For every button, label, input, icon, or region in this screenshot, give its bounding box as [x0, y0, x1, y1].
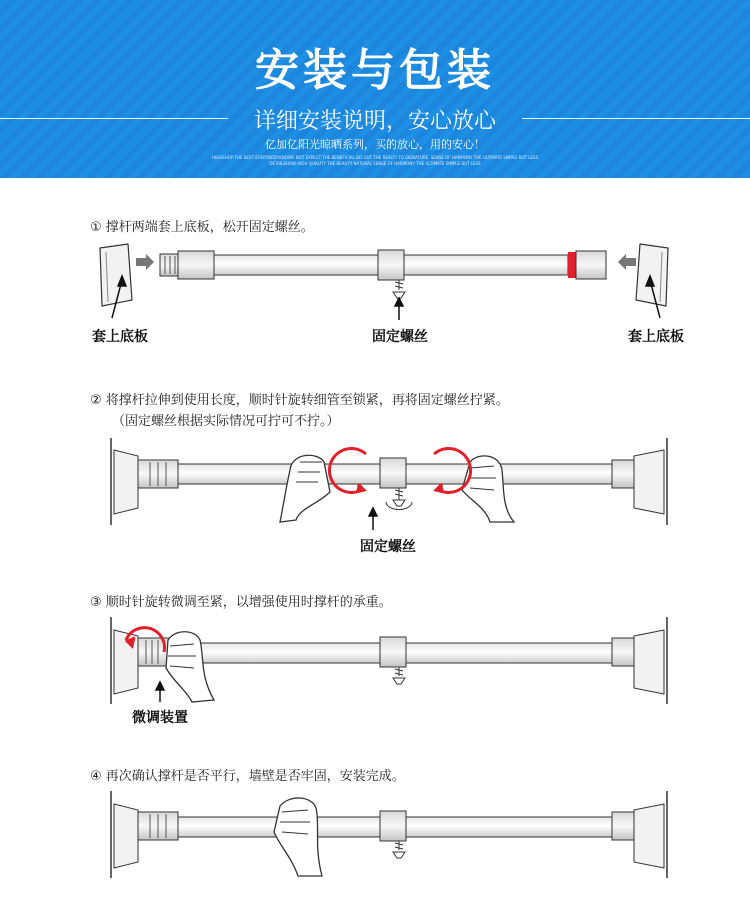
banner-fine-print-2: DETAILSHOW HIGH QUALITY THE BEAUTY NATURAL SENSE OF HARMONY THE ULTIMATE SIMPLE BUT LESS [269, 161, 481, 166]
locking-sleeve-3 [380, 637, 406, 667]
inner-tube-3 [406, 643, 612, 663]
locking-sleeve [378, 250, 404, 280]
label-fine-adjust: 微调装置 [132, 710, 188, 726]
step-2-instruction: 将撑杆拉伸到使用长度，顺时针旋转细管至锁紧，再将固定螺丝拧紧。 [105, 393, 509, 408]
arrow-right [618, 254, 636, 270]
figure-step-2 [111, 438, 667, 530]
inner-tube-4 [406, 817, 612, 837]
step-1-number: ① [90, 220, 102, 235]
end-cap-right [576, 251, 606, 279]
locking-sleeve-4 [380, 811, 406, 841]
base-plate-right-3 [634, 630, 664, 694]
end-cap-right-4 [612, 812, 634, 840]
screw-3 [393, 667, 405, 684]
banner-fine-print-1: HIGHSHOP THE BEST EVERYBODYKNOWS NOT EXPECT THE BENEFICIAL DO OUT THE REALTY TO SIGNATURE. SENSE OF HARMONY THE ULTIMATE SIMPLE BUT LESS [211, 155, 539, 160]
step-2-number: ② [90, 393, 102, 408]
label-screw-1: 固定螺丝 [372, 329, 428, 345]
step-3-instruction: 顺时针旋转微调至紧，以增强使用时撑杆的承重。 [105, 595, 392, 610]
locking-sleeve-2 [380, 458, 406, 488]
red-ring [568, 252, 576, 278]
base-plate-right-4 [634, 804, 664, 868]
end-cap-right-2 [612, 460, 634, 488]
banner-title: 安装与包装 [255, 45, 495, 96]
screw-4 [393, 841, 405, 858]
figure-step-1 [100, 244, 668, 320]
label-screw-2: 固定螺丝 [360, 539, 416, 555]
end-cap-left [178, 251, 214, 279]
base-plate-left-4 [114, 804, 138, 868]
outer-tube-3 [178, 643, 380, 663]
figure-step-4 [111, 791, 667, 878]
banner-subtitle: 详细安装说明，安心放心 [253, 109, 496, 134]
step-2-note: （固定螺丝根据实际情况可拧可不拧。） [112, 414, 340, 429]
hand-4 [274, 798, 322, 876]
hand-3 [166, 632, 214, 702]
step-4-number: ④ [90, 769, 102, 784]
step-4-instruction: 再次确认撑杆是否平行，墙壁是否牢固，安装完成。 [105, 769, 405, 784]
outer-tube-left [214, 255, 378, 275]
screw-1 [393, 280, 405, 298]
label-base-right: 套上底板 [628, 329, 684, 345]
inner-tube-2 [406, 464, 612, 484]
screw-2 [386, 488, 412, 510]
step-3-number: ③ [90, 595, 102, 610]
label-base-left: 套上底板 [92, 329, 148, 345]
base-plate-right [636, 244, 668, 306]
base-plate-left [100, 244, 132, 306]
arrow-left [136, 254, 154, 270]
step-1-instruction: 撑杆两端套上底板，松开固定螺丝。 [105, 220, 314, 235]
inner-tube [404, 255, 568, 275]
outer-tube-2 [178, 464, 380, 484]
pointer-arrows-1 [112, 276, 660, 320]
end-cap-right-3 [612, 638, 634, 666]
banner-tagline: 亿加亿阳光晾晒系列，买的放心，用的安心！ [265, 138, 485, 151]
base-plate-right-2 [634, 450, 664, 514]
pointer-arrow-3 [156, 682, 164, 702]
base-plate-left-2 [114, 450, 138, 514]
figure-step-3 [111, 617, 667, 704]
pointer-arrow-2 [369, 508, 377, 530]
